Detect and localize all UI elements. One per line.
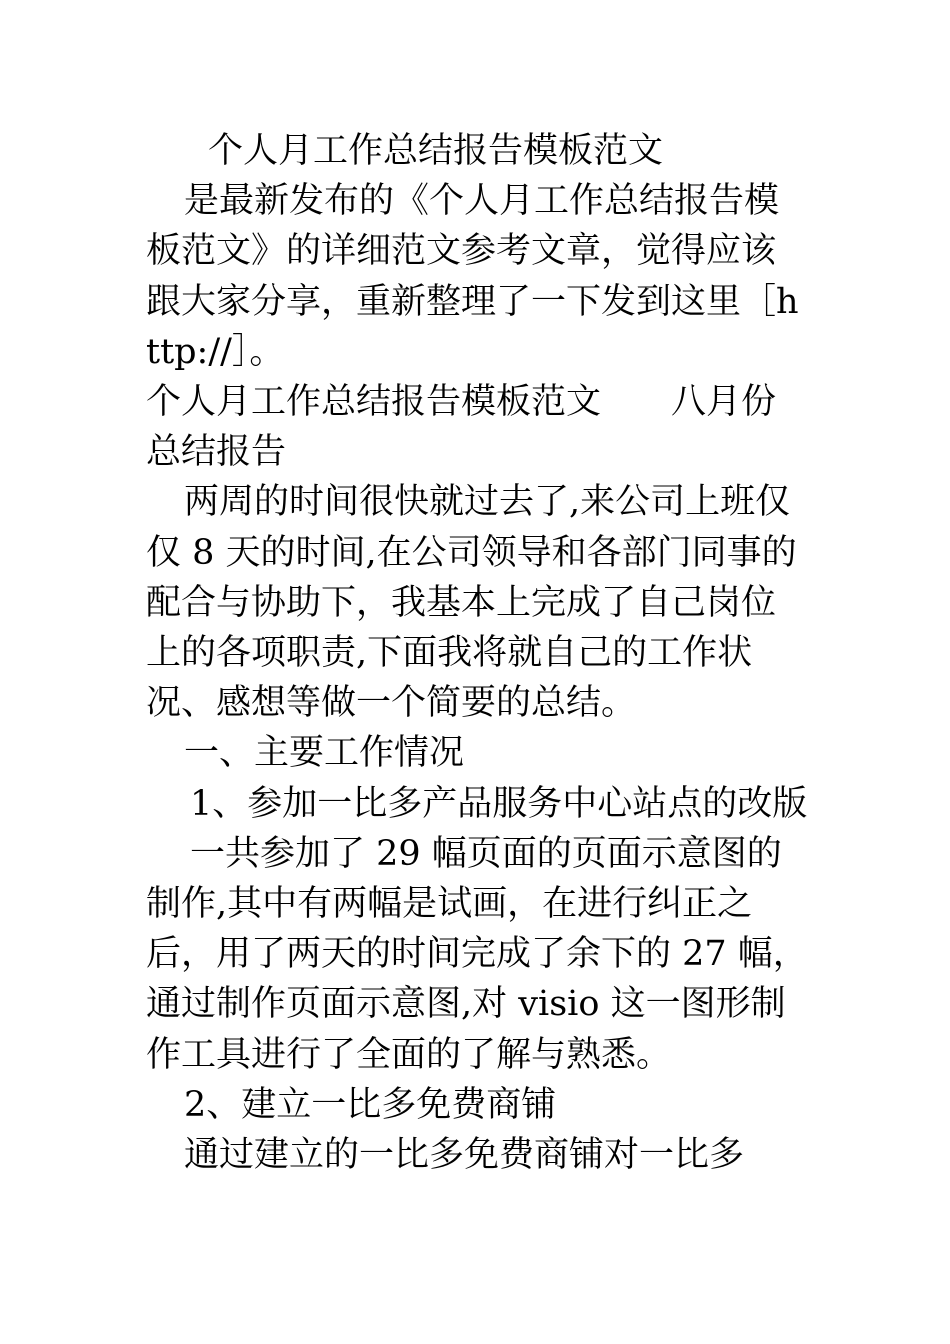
item-2-title: 2、建立一比多免费商铺 — [184, 1084, 557, 1125]
intro-paragraph: 是最新发布的《个人月工作总结报告模板范文》的详细范文参考文章，觉得应该跟大家分享，重新整理了一下发到这里［http://］。 — [146, 181, 799, 372]
paragraph-summary: 两周的时间很快就过去了,来公司上班仅仅 8 天的时间,在公司领导和各部门同事的配合与协助下，我基本上完成了自己岗位上的各项职责,下面我将就自己的工作状况、感想等做一个简要的总结。 — [146, 482, 797, 724]
document-body — [146, 126, 808, 1180]
document-subtitle: 个人月工作总结报告模板范文 八月份总结报告 — [146, 382, 777, 473]
section-heading-main-work: 一、主要工作情况 — [184, 733, 465, 774]
item-1-title: 1、参加一比多产品服务中心站点的改版 — [190, 783, 808, 824]
item-1-body: 一共参加了 29 幅页面的页面示意图的制作,其中有两幅是试画，在进行纠正之后，用了两天的时间完成了余下的 27 幅，通过制作页面示意图,对 visio 这一图形制作工具进行了全面的了解与熟悉。 — [146, 833, 808, 1075]
document-title: 个人月工作总结报告模板范文 — [208, 131, 664, 171]
item-2-body: 通过建立的一比多免费商铺对一比多 — [184, 1135, 745, 1176]
